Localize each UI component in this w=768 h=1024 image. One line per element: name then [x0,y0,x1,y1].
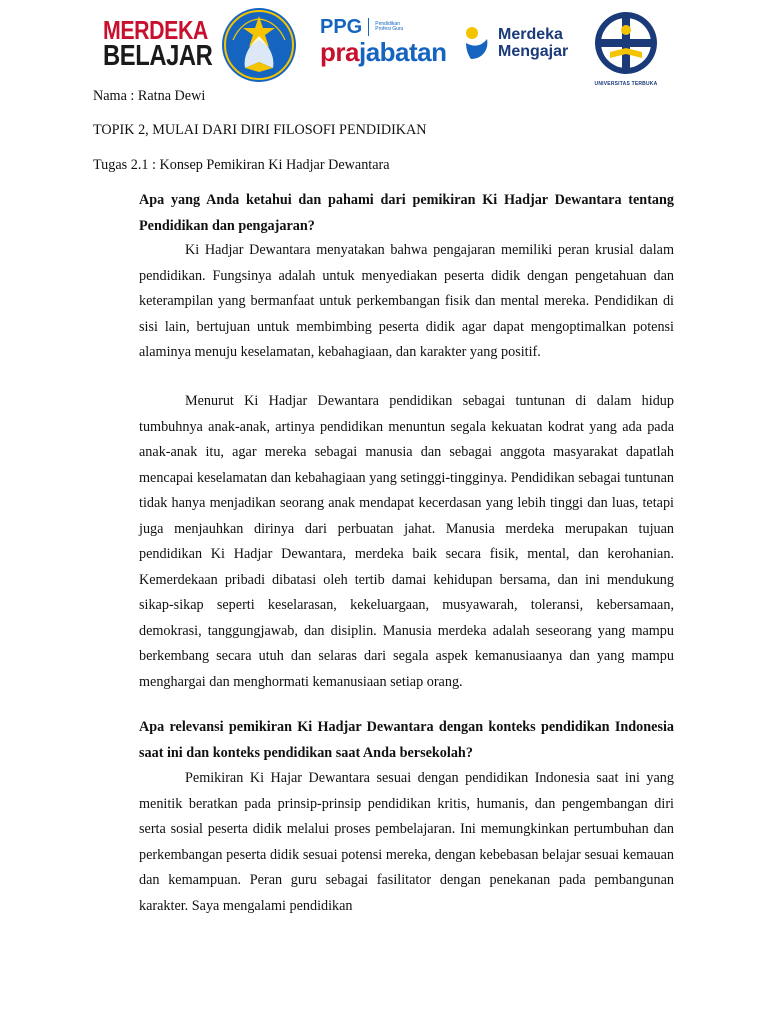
topic-title: TOPIK 2, MULAI DARI DIRI FILOSOFI PENDIDIKAN [93,122,427,138]
prajabatan-jabatan: jabatan [358,37,447,67]
merdeka-mengajar-icon [463,25,491,61]
ppg-text: PPG [320,15,363,38]
question-1: Apa yang Anda ketahui dan pahami dari pemikiran Ki Hadjar Dewantara tentang Pendidikan dan pengajaran? [139,192,674,234]
ppg-subtitle: Pendidikan Profesi Guru [375,21,404,32]
universitas-terbuka-caption: UNIVERSITAS TERBUKA [594,81,658,87]
answer-2-paragraph-1: Pemikiran Ki Hajar Dewantara sesuai dengan pendidikan Indonesia saat ini yang menitik beratkan pada prinsip-prinsip pendidikan kritis, humanis, dan pengembangan diri serta sosial peserta didik melalui proses pembelajaran. Ini memungkinkan pertumbuhan dan perkembangan peserta didik sesuai potensi mereka, dengan kebebasan belajar sesuai kemauan dan kemampuan. Peran guru sebagai fasilitator dengan penekanan pada pembangunan karakter. Saya mengalami pendidikan [139,770,674,914]
ppg-divider [368,18,369,36]
merdeka-mengajar-line1: Merdeka [498,26,563,43]
prajabatan-pra: pra [320,37,359,67]
merdeka-belajar-line1: MERDEKA [103,15,208,45]
merdeka-mengajar-logo [463,25,568,61]
merdeka-belajar-line2: BELAJAR [103,40,213,72]
tut-wuri-emblem-icon [219,6,299,84]
task-title: Tugas 2.1 : Konsep Pemikiran Ki Hadjar Dewantara [93,157,390,173]
tut-wuri-handayani-logo [219,6,299,89]
logo-banner [0,0,768,90]
ppg-prajabatan-logo [320,16,447,66]
answer-1-paragraph-2: Menurut Ki Hadjar Dewantara pendidikan sebagai tuntunan di dalam hidup tumbuhnya anak-anak, artinya pendidikan menuntun segala kekuatan kodrat yang ada pada anak-anak itu, agar mereka sebagai manusia dan sebagai anggota masyarakat dapatlah mencapai keselamatan dan kebahagiaan yang setinggi-tingginya. Pendidikan sebagai tuntunan tidak hanya menjadikan seorang anak mendapat kecerdasan yang lebih tinggi dan luas, tetapi juga menjauhkan dirinya dari perbuatan jahat. Manusia merdeka merupakan tujuan pendidikan Ki Hadjar Dewantara, merdeka baik secara fisik, mental, dan kerohanian. Kemerdekaan pribadi dibatasi oleh tertib damai kehidupan bersama, dan ini mendukung sikap-sikap seperti keselarasan, kekeluargaan, musyawarah, toleransi, kebersamaan, demokrasi, tanggungjawab, dan disiplin. Manusia merdeka adalah seseorang yang mampu berkembang secara utuh dan selaras dari segala aspek kemanusiaanya dan yang mampu menghargai dan menghormati kemanusiaan setiap orang. [139,393,674,690]
universitas-terbuka-emblem-icon [592,8,660,78]
answer-1-paragraph-1: Ki Hadjar Dewantara menyatakan bahwa pengajaran memiliki peran krusial dalam pendidikan. Fungsinya adalah untuk menyediakan peserta didik dengan pengetahuan dan keterampilan yang bermanfaat untuk perkembangan fisik dan mental mereka. Pendidikan di sisi lain, bertujuan untuk membimbing peserta didik agar dapat mengoptimalkan potensi alaminya menuju keselamatan, kebahagiaan, dan karakter yang positif. [139,242,674,360]
question-2: Apa relevansi pemikiran Ki Hadjar Dewantara dengan konteks pendidikan Indonesia saat ini dan konteks pendidikan saat Anda bersekolah? [139,719,674,761]
universitas-terbuka-logo [592,8,660,87]
prajabatan-text [320,38,447,66]
student-name: Nama : Ratna Dewi [93,88,206,104]
merdeka-belajar-logo [103,17,236,71]
merdeka-mengajar-line2: Mengajar [498,43,569,60]
